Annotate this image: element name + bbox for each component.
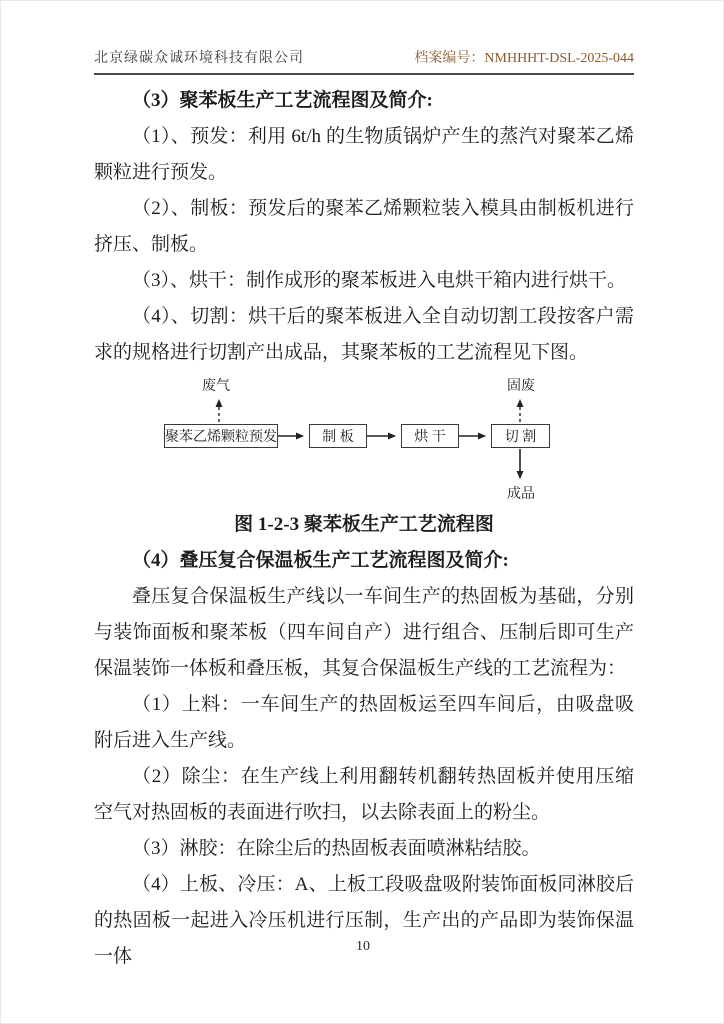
header-doc-number	[414, 47, 634, 67]
flow-box-cutting: 切 割	[491, 424, 550, 448]
flow-box-board-making: 制 板	[309, 424, 367, 448]
page-number: 10	[356, 939, 370, 954]
paragraph-board-making: （2）、制板：预发后的聚苯乙烯颗粒装入模具由制板机进行挤压、制板。	[94, 198, 634, 255]
solid-waste-label: 固废	[507, 379, 535, 394]
paragraph-s4-intro: 叠压复合保温板生产线以一车间生产的热固板为基础，分别与装饰面板和聚苯板（四车间自产）进行组合、压制后即可生产保温装饰一体板和叠压板，其复合保温板生产线的工艺流程为：	[94, 586, 634, 679]
section-3-heading: （3）聚苯板生产工艺流程图及简介:	[132, 90, 433, 111]
paragraph-drying: （3）、烘干：制作成形的聚苯板进入电烘干箱内进行烘干。	[132, 270, 627, 291]
product-label: 成品	[507, 487, 535, 502]
paragraph-dust-removal: （2）除尘：在生产线上利用翻转机翻转热固板并使用压缩空气对热固板的表面进行吹扫，以去除表面上的粉尘。	[94, 766, 634, 823]
document-body	[94, 83, 634, 975]
paragraph-glue-spraying: （3）淋胶：在除尘后的热固板表面喷淋粘结胶。	[132, 838, 541, 859]
paragraph-cutting: （4）、切割：烘干后的聚苯板进入全自动切割工段按客户需求的规格进行切割产出成品，其聚苯板的工艺流程见下图。	[94, 306, 634, 363]
paragraph-pre-expansion: （1）、预发：利用 6t/h 的生物质锅炉产生的蒸汽对聚苯乙烯颗粒进行预发。	[94, 126, 634, 183]
section-4-heading: （4）叠压复合保温板生产工艺流程图及简介:	[132, 550, 509, 571]
paragraph-loading: （1）上料：一车间生产的热固板运至四车间后，由吸盘吸附后进入生产线。	[94, 694, 634, 751]
waste-gas-label: 废气	[202, 379, 230, 394]
process-flow-diagram	[94, 373, 634, 505]
flow-box-granule-pre-expansion: 聚苯乙烯颗粒预发	[164, 424, 278, 448]
doc-number-value: NMHHHT-DSL-2025-044	[484, 51, 634, 66]
figure-caption: 图 1-2-3 聚苯板生产工艺流程图	[234, 514, 494, 535]
doc-number-label: 档案编号：	[414, 51, 485, 66]
header-company-name: 北京绿碳众诚环境科技有限公司	[94, 51, 304, 66]
paragraph-cold-pressing: （4）上板、冷压：A、上板工段吸盘吸附装饰面板同淋胶后的热固板一起进入冷压机进行压制，生产出的产品即为装饰保温一体	[94, 874, 634, 967]
page-header	[94, 47, 634, 75]
flow-box-drying: 烘 干	[401, 424, 459, 448]
